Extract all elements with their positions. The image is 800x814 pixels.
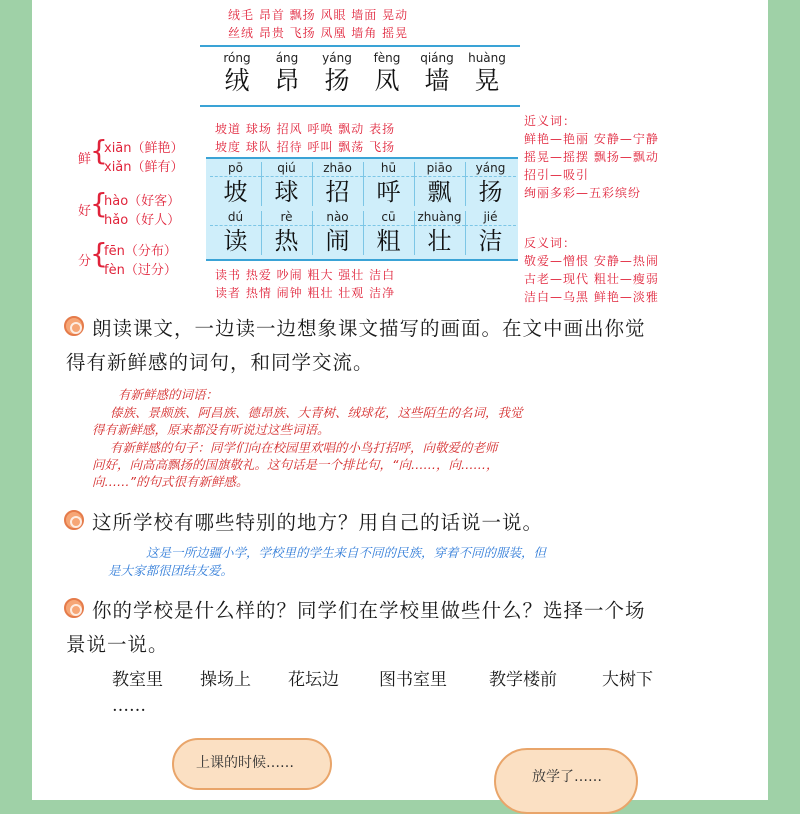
synonym-line: 招引—吸引 — [524, 168, 590, 182]
answer-1-line: 得有新鲜感，原来都没有听说过这些词语。 — [92, 422, 330, 437]
scene-option: 大树下 — [602, 670, 653, 690]
pinyin: rè — [280, 210, 293, 224]
hanzi: 晃 — [474, 66, 500, 95]
answer-1-line: 向……”的句式很有新鲜感。 — [92, 474, 249, 489]
polyphone-hao-char: 好 — [78, 204, 92, 219]
word-cell — [363, 209, 414, 256]
scene-option: 教室里 — [112, 670, 163, 690]
hanzi: 飘 — [414, 176, 465, 207]
top-note-row1: 绒毛 昂首 飘扬 风眼 墙面 晃动 — [228, 8, 409, 22]
answer-1-line: 有新鲜感的词语： — [118, 387, 219, 402]
word-cell — [414, 209, 465, 256]
scene-option: 花坛边 — [288, 670, 339, 690]
polyphone-fen-1: fēn（分布） — [104, 244, 177, 259]
synonym-line: 摇晃—摇摆 飘扬—飘动 — [524, 150, 659, 164]
pinyin: hū — [380, 161, 397, 175]
hanzi: 坡 — [210, 176, 261, 207]
word-cell — [363, 160, 414, 207]
word-cell — [462, 50, 512, 96]
pinyin: jié — [483, 210, 498, 224]
antonyms-title: 反义词： — [524, 236, 577, 250]
grid-note-bottom-row1: 读书 热爱 吵闹 粗大 强壮 洁白 — [215, 268, 396, 282]
pinyin: qiáng — [420, 51, 454, 65]
grid-divider — [414, 162, 415, 206]
scene-option: 操场上 — [200, 670, 251, 690]
polyphone-xian-2: xiǎn（鲜有） — [104, 160, 184, 175]
grid-divider — [261, 162, 262, 206]
top-note-row2: 丝绒 昂贵 飞扬 凤凰 墙角 摇晃 — [228, 26, 409, 40]
question-1-line-1: 朗读课文，一边读一边想象课文描写的画面。在文中画出你觉 — [92, 317, 646, 340]
word-cell — [312, 209, 363, 256]
pinyin: fèng — [373, 51, 401, 65]
hanzi: 读 — [210, 225, 261, 256]
word-cell — [312, 50, 362, 96]
scene-ellipsis: …… — [112, 696, 146, 716]
hanzi: 球 — [261, 176, 312, 207]
grid-divider — [414, 211, 415, 255]
grid-divider — [363, 211, 364, 255]
hanzi: 呼 — [363, 176, 414, 207]
brace-icon: { — [90, 237, 108, 270]
pinyin: cū — [381, 210, 396, 224]
polyphone-fen-char: 分 — [78, 254, 92, 269]
pinyin: yáng — [475, 161, 506, 175]
word-cell — [362, 50, 412, 96]
answer-2-line: 是大家都很团结友爱。 — [108, 563, 234, 578]
word-cell — [210, 160, 261, 207]
question-marker-icon — [64, 510, 84, 530]
pinyin: zhāo — [323, 161, 352, 175]
grid-divider — [363, 162, 364, 206]
word-cell — [465, 160, 516, 207]
brace-icon: { — [90, 134, 108, 167]
pinyin: qiú — [277, 161, 296, 175]
synonyms-title: 近义词： — [524, 114, 577, 128]
antonym-line: 洁白—乌黑 鲜艳—淡雅 — [524, 290, 659, 304]
word-cell — [312, 160, 363, 207]
hanzi: 绒 — [224, 66, 250, 95]
antonym-line: 古老—现代 粗壮—瘦弱 — [524, 272, 659, 286]
grid-note-top-row2: 坡度 球队 招待 呼叫 飘荡 飞扬 — [215, 140, 396, 154]
question-1-line-2: 得有新鲜感的词句，和同学交流。 — [66, 351, 374, 374]
question-3-line-2: 景说一说。 — [66, 633, 169, 656]
answer-2-line: 这是一所边疆小学，学校里的学生来自不同的民族，穿着不同的服装，但 — [146, 545, 547, 560]
synonym-line: 鲜艳—艳丽 安静—宁静 — [524, 132, 659, 146]
question-marker-icon — [64, 598, 84, 618]
hanzi: 洁 — [465, 225, 516, 256]
hanzi: 招 — [312, 176, 363, 207]
question-2-line-1: 这所学校有哪些特别的地方？用自己的话说一说。 — [92, 511, 544, 534]
polyphone-hao-2: hǎo（好人） — [104, 213, 181, 228]
word-cell — [261, 209, 312, 256]
grid-note-bottom-row2: 读者 热情 闹钟 粗壮 壮观 洁净 — [215, 286, 396, 300]
polyphone-fen-2: fèn（过分） — [104, 263, 177, 278]
pinyin: dú — [227, 210, 244, 224]
grid-divider — [261, 211, 262, 255]
answer-1-line: 傣族、景颇族、阿昌族、德昂族、大青树、绒球花，这些陌生的名词，我觉 — [110, 405, 523, 420]
hanzi: 闹 — [312, 225, 363, 256]
word-cell — [261, 160, 312, 207]
pinyin: nào — [326, 210, 349, 224]
pinyin: áng — [275, 51, 299, 65]
answer-1-line: 问好，向高高飘扬的国旗敬礼。这句话是一个排比句，“向……，向……， — [92, 457, 499, 472]
scene-option: 图书室里 — [379, 670, 447, 690]
word-cell — [212, 50, 262, 96]
hanzi: 壮 — [414, 225, 465, 256]
hanzi: 扬 — [465, 176, 516, 207]
polyphone-hao-1: hào（好客） — [104, 194, 181, 209]
thought-bubble-left-text: 上课的时候…… — [196, 755, 294, 771]
grid-divider — [312, 162, 313, 206]
brace-icon: { — [90, 187, 108, 220]
polyphone-xian-1: xiān（鲜艳） — [104, 141, 184, 156]
hanzi: 昂 — [274, 66, 300, 95]
pinyin: zhuàng — [417, 210, 462, 224]
antonym-line: 敬爱—憎恨 安静—热闹 — [524, 254, 659, 268]
word-cell — [465, 209, 516, 256]
pinyin: pō — [228, 161, 243, 175]
grid-divider — [465, 162, 466, 206]
hanzi: 凤 — [374, 66, 400, 95]
hanzi: 墙 — [424, 66, 450, 95]
question-3-line-1: 你的学校是什么样的？同学们在学校里做些什么？选择一个场 — [92, 599, 646, 622]
hanzi: 热 — [261, 225, 312, 256]
hanzi: 扬 — [324, 66, 350, 95]
polyphone-xian-char: 鲜 — [78, 152, 92, 167]
word-cell — [210, 209, 261, 256]
grid-divider — [312, 211, 313, 255]
hanzi: 粗 — [363, 225, 414, 256]
answer-1-line: 有新鲜感的句子：同学们向在校园里欢唱的小鸟打招呼，向敬爱的老师 — [110, 440, 498, 455]
pinyin: piāo — [426, 161, 453, 175]
thought-bubble-right-text: 放学了…… — [532, 769, 602, 785]
grid-note-top-row1: 坡道 球场 招风 呼唤 飘动 表扬 — [215, 122, 396, 136]
synonym-line: 绚丽多彩—五彩缤纷 — [524, 186, 642, 200]
pinyin: huàng — [468, 51, 506, 65]
pinyin: yáng — [322, 51, 352, 65]
word-cell — [262, 50, 312, 96]
word-cell — [414, 160, 465, 207]
scene-option: 教学楼前 — [489, 670, 557, 690]
word-cell — [412, 50, 462, 96]
grid-divider — [465, 211, 466, 255]
question-marker-icon — [64, 316, 84, 336]
pinyin: róng — [223, 51, 251, 65]
